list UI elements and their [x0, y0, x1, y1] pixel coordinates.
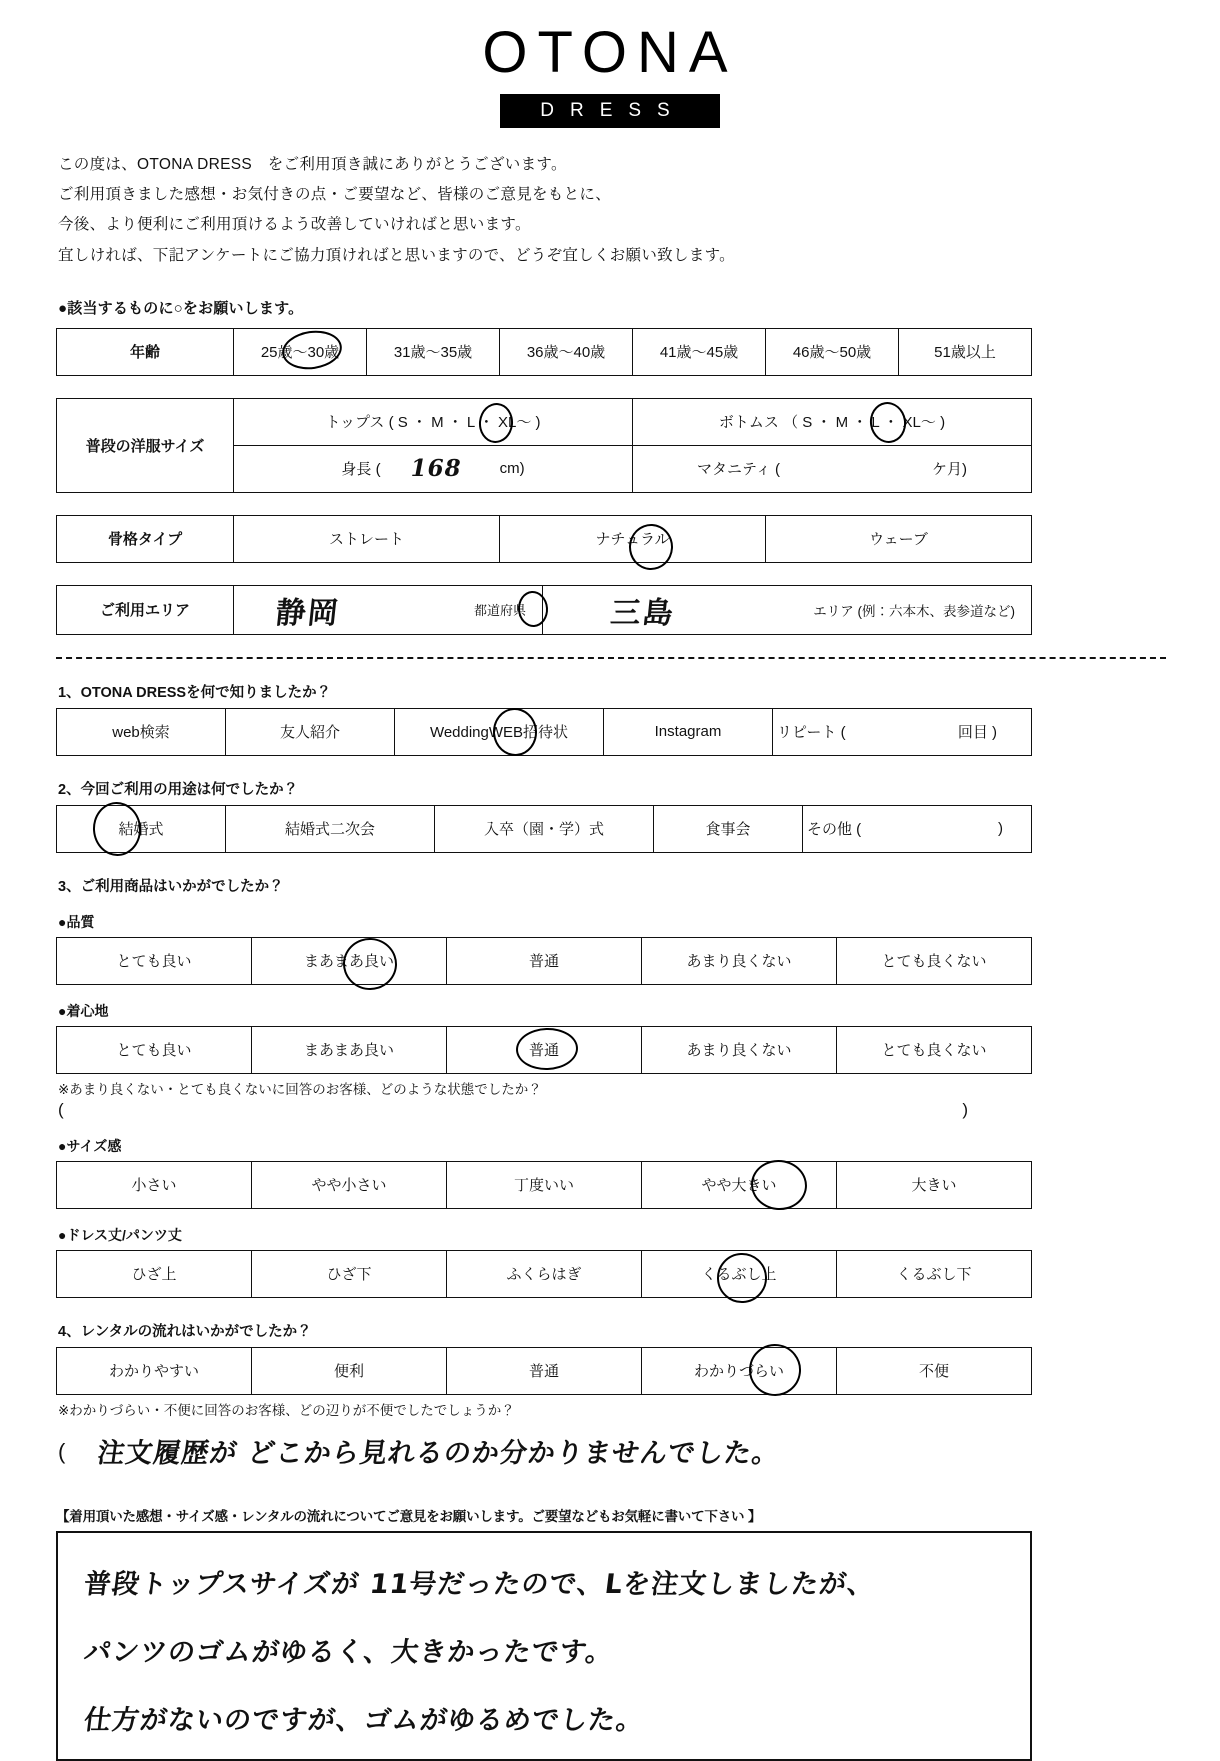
- fit-option-label: 大きい: [911, 1177, 957, 1195]
- frame-option-wave[interactable]: [766, 515, 1032, 562]
- length-option-label: ひざ上: [131, 1266, 177, 1284]
- q4-option-inconvenient[interactable]: [837, 1347, 1032, 1394]
- comfort-table: [56, 1026, 1032, 1074]
- prefecture-value: 静岡: [273, 595, 342, 631]
- q4-note: ※わかりづらい・不便に回答のお客様、どの辺りが不便でしたでしょうか？: [58, 1402, 515, 1418]
- q2-option-label: 入卒（園・学）式: [483, 821, 604, 839]
- age-option-label: 25歳～30歳: [260, 344, 340, 362]
- q4-option-label: 不便: [918, 1363, 949, 1381]
- fit-option-large[interactable]: [837, 1161, 1032, 1208]
- bottoms-size-cell[interactable]: [633, 398, 1032, 445]
- q2-option-label: 食事会: [705, 821, 751, 839]
- length-option-calf[interactable]: [447, 1250, 642, 1297]
- length-option-label: くるぶし下: [896, 1266, 972, 1284]
- quality-table: [56, 937, 1032, 985]
- maternity-label: マタニティ (: [697, 461, 780, 479]
- age-option-label: 41歳～45歳: [659, 344, 739, 362]
- bottoms-size-label: ボトムス （ S ・ M ・ L ・ XL～ ): [718, 414, 946, 432]
- q1-table: [56, 708, 1032, 756]
- length-label: ●ドレス丈/パンツ丈: [58, 1226, 182, 1243]
- table-row: [57, 585, 1032, 634]
- q2-option-wedding[interactable]: [57, 805, 226, 852]
- comfort-option-label: とても良くない: [881, 1042, 987, 1060]
- comfort-option-label: とても良い: [116, 1042, 192, 1060]
- q2-other-tail: ): [998, 820, 1003, 838]
- frame-option-label: ナチュラル: [595, 531, 670, 549]
- maternity-unit: ケ月): [932, 461, 967, 479]
- final-comment-line: 普段トップスサイズが 11号だったので、Lを注文しましたが、: [82, 1568, 878, 1600]
- quality-option-label: とても良くない: [881, 953, 987, 971]
- table-row: [57, 1250, 1032, 1297]
- q4-option-normal[interactable]: [447, 1347, 642, 1394]
- table-row: [57, 937, 1032, 984]
- age-label: 年齢: [57, 328, 234, 375]
- q4-option-easy[interactable]: [57, 1347, 252, 1394]
- q4-option-label: 便利: [333, 1363, 364, 1381]
- height-value: 168: [410, 455, 462, 483]
- q1-repeat-tail: 回目 ): [957, 724, 997, 742]
- age-option-label: 31歳～35歳: [393, 344, 473, 362]
- q2-table: [56, 805, 1032, 853]
- length-option-above-knee[interactable]: [57, 1250, 252, 1297]
- age-table: [56, 328, 1032, 376]
- q1-option-label: 友人紹介: [279, 724, 340, 742]
- intro-line-2: ご利用頂きました感想・お気付きの点・ご要望など、皆様のご意見をもとに、: [58, 186, 612, 204]
- table-row: [57, 398, 1032, 445]
- q1-option-web-search[interactable]: [57, 708, 226, 755]
- q4-option-label: わかりやすい: [108, 1363, 199, 1381]
- intro-line-3: 今後、より便利にご利用頂けるよう改善していければと思います。: [58, 216, 531, 234]
- frame-type-table: [56, 515, 1032, 563]
- q1-option-label: リピート (: [777, 724, 846, 742]
- table-row: [57, 1161, 1032, 1208]
- question-2-heading: 2、今回ご利用の用途は何でしたか？: [58, 781, 299, 798]
- question-1-heading: 1、OTONA DRESSを何で知りましたか？: [58, 684, 332, 701]
- q1-option-friend[interactable]: [226, 708, 395, 755]
- fit-option-small[interactable]: [57, 1161, 252, 1208]
- size-label: 普段の洋服サイズ: [57, 398, 234, 492]
- area-name-cell[interactable]: [543, 585, 1032, 634]
- q2-option-meal[interactable]: [654, 805, 803, 852]
- frame-option-label: ストレート: [328, 531, 404, 549]
- question-3-heading: 3、ご利用商品はいかがでしたか？: [58, 878, 284, 895]
- tops-size-label: トップス ( S ・ M ・ L ・ XL～ ): [325, 414, 541, 432]
- comfort-answer-row[interactable]: [58, 1100, 968, 1120]
- comfort-option-label: まあまあ良い: [303, 1042, 394, 1060]
- quality-option-not-good[interactable]: [642, 937, 837, 984]
- height-cell[interactable]: [234, 445, 633, 492]
- intro-line-4: 宜しければ、下記アンケートにご協力頂ければと思いますので、どうぞ宜しくお願い致します。: [58, 246, 735, 264]
- brand-subname: DRESS: [500, 94, 719, 128]
- length-option-label: くるぶし上: [701, 1266, 777, 1284]
- age-option-label: 36歳～40歳: [526, 344, 606, 362]
- q2-option-ceremony[interactable]: [435, 805, 654, 852]
- age-option-46-50[interactable]: [766, 328, 899, 375]
- frame-label: 骨格タイプ: [57, 515, 234, 562]
- comfort-option-not-good[interactable]: [642, 1026, 837, 1073]
- prefecture-cell[interactable]: [234, 585, 543, 634]
- q1-option-label: web検索: [112, 724, 170, 742]
- q1-option-label: Instagram: [654, 723, 722, 741]
- height-unit: cm): [499, 460, 525, 478]
- intro-paragraph: [58, 150, 1220, 271]
- fit-option-slightly-small[interactable]: [252, 1161, 447, 1208]
- height-label: 身長 (: [341, 461, 381, 479]
- quality-option-label: 普通: [528, 953, 559, 971]
- intro-line-1: この度は、OTONA DRESS をご利用頂き誠にありがとうございます。: [58, 156, 567, 173]
- final-comment-line: パンツのゴムがゆるく、大きかったです。: [82, 1636, 616, 1668]
- brand-name: OTONA: [482, 20, 738, 85]
- section-divider: [56, 657, 1166, 659]
- area-value: 三島: [608, 595, 677, 631]
- frame-option-label: ウェーブ: [869, 531, 928, 549]
- q1-option-label: WeddingWEB招待状: [429, 724, 569, 742]
- fit-table: [56, 1161, 1032, 1209]
- area-table: [56, 585, 1032, 635]
- q2-option-label: 結婚式二次会: [284, 821, 375, 839]
- length-option-below-ankle[interactable]: [837, 1250, 1032, 1297]
- table-row: [57, 1026, 1032, 1073]
- comfort-option-very-good[interactable]: [57, 1026, 252, 1073]
- q4-option-convenient[interactable]: [252, 1347, 447, 1394]
- comfort-answer-open: (: [58, 1099, 64, 1119]
- q4-option-label: わかりづらい: [693, 1363, 784, 1381]
- prefecture-hint-label: 都道府県: [473, 603, 526, 619]
- fit-option-just-right[interactable]: [447, 1161, 642, 1208]
- clothing-size-table: [56, 398, 1032, 493]
- final-comment-line: 仕方がないのですが、ゴムがゆるめでした。: [82, 1704, 646, 1736]
- comfort-note: ※あまり良くない・とても良くないに回答のお客様、どのような状態でしたか？: [58, 1081, 542, 1097]
- q2-option-other[interactable]: [803, 805, 1032, 852]
- quality-label: ●品質: [58, 913, 95, 930]
- comfort-answer-close: ): [962, 1099, 968, 1119]
- table-row: [57, 515, 1032, 562]
- quality-option-label: とても良い: [116, 953, 192, 971]
- q1-option-repeat[interactable]: [773, 708, 1032, 755]
- fit-option-label: 丁度いい: [513, 1177, 574, 1195]
- age-option-51-plus[interactable]: [899, 328, 1032, 375]
- age-option-41-45[interactable]: [633, 328, 766, 375]
- table-row: [57, 805, 1032, 852]
- fit-label: ●サイズ感: [58, 1137, 122, 1154]
- age-option-31-35[interactable]: [367, 328, 500, 375]
- comfort-option-label: 普通: [528, 1042, 559, 1060]
- length-option-label: ふくらはぎ: [506, 1266, 582, 1284]
- final-comment-heading: 【着用頂いた感想・サイズ感・レンタルの流れについてご意見をお願いします。ご要望などもお気軽に書いて下さい 】: [56, 1508, 762, 1524]
- q1-option-wedding-web[interactable]: [395, 708, 604, 755]
- question-4-heading: 4、レンタルの流れはいかがでしたか？: [58, 1323, 312, 1340]
- q4-answer-row[interactable]: [58, 1427, 1018, 1489]
- comfort-option-normal[interactable]: [447, 1026, 642, 1073]
- q4-answer-open: (: [58, 1438, 66, 1464]
- final-comment-box[interactable]: [56, 1531, 1032, 1761]
- age-option-label: 46歳～50歳: [792, 344, 872, 362]
- q2-option-label: その他 (: [807, 821, 862, 839]
- prefecture-hint: [474, 600, 526, 619]
- quality-option-label: まあまあ良い: [303, 953, 394, 971]
- quality-option-very-bad[interactable]: [837, 937, 1032, 984]
- tops-size-cell[interactable]: [234, 398, 633, 445]
- q4-answer-value: 注文履歴が どこから見れるのか分かりませんでした。: [95, 1437, 783, 1469]
- q4-option-label: 普通: [528, 1363, 559, 1381]
- fit-option-label: やや小さい: [311, 1177, 387, 1195]
- q4-table: [56, 1347, 1032, 1395]
- circle-instruction: ●該当するものに○をお願いします。: [58, 299, 304, 317]
- q2-option-afterparty[interactable]: [226, 805, 435, 852]
- comfort-label: ●着心地: [58, 1002, 109, 1019]
- age-option-25-30[interactable]: [234, 328, 367, 375]
- frame-option-straight[interactable]: [234, 515, 500, 562]
- comfort-option-fairly-good[interactable]: [252, 1026, 447, 1073]
- quality-option-normal[interactable]: [447, 937, 642, 984]
- comfort-option-label: あまり良くない: [686, 1042, 792, 1060]
- q1-option-instagram[interactable]: [604, 708, 773, 755]
- quality-option-fairly-good[interactable]: [252, 937, 447, 984]
- length-option-above-ankle[interactable]: [642, 1250, 837, 1297]
- length-table: [56, 1250, 1032, 1298]
- brand-logo: [0, 0, 1220, 128]
- table-row: [57, 708, 1032, 755]
- frame-option-natural[interactable]: [500, 515, 766, 562]
- length-option-label: ひざ下: [326, 1266, 372, 1284]
- table-row: [57, 1347, 1032, 1394]
- q2-option-label: 結婚式: [118, 821, 164, 839]
- comfort-option-very-bad[interactable]: [837, 1026, 1032, 1073]
- q4-option-confusing[interactable]: [642, 1347, 837, 1394]
- quality-option-very-good[interactable]: [57, 937, 252, 984]
- area-hint: エリア (例：六本木、表参道など): [813, 603, 1015, 619]
- area-label: ご利用エリア: [57, 585, 234, 634]
- age-option-36-40[interactable]: [500, 328, 633, 375]
- maternity-cell[interactable]: [633, 445, 1032, 492]
- quality-option-label: あまり良くない: [686, 953, 792, 971]
- age-option-label: 51歳以上: [934, 344, 996, 362]
- fit-option-label: 小さい: [131, 1177, 177, 1195]
- length-option-below-knee[interactable]: [252, 1250, 447, 1297]
- fit-option-label: やや大きい: [701, 1177, 777, 1195]
- table-row: [57, 328, 1032, 375]
- fit-option-slightly-large[interactable]: [642, 1161, 837, 1208]
